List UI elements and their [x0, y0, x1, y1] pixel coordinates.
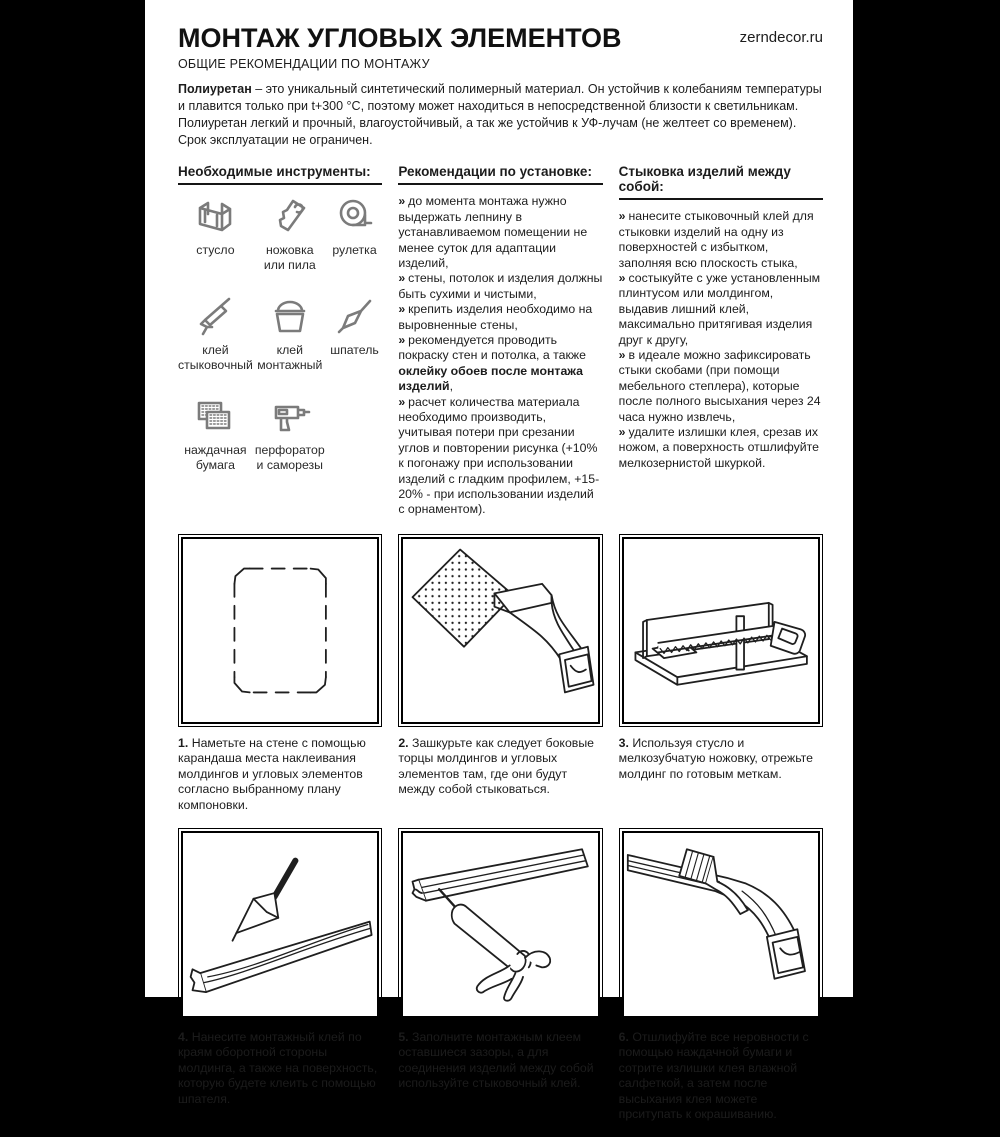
step-2-frame — [398, 534, 602, 727]
caulk-gun-icon — [178, 294, 253, 338]
tool-item — [255, 294, 325, 372]
tool-item — [178, 394, 253, 472]
step-text: Отшлифуйте все неровности с помощью наждачной бумаги и сотрите излишки клея влажной салфеткой, а затем после высыхания клея можете прситупать к окрашиванию. — [618, 1029, 809, 1121]
site-url: zerndecor.ru — [739, 29, 823, 46]
step-2-caption — [398, 736, 602, 798]
step-5-illustration — [403, 833, 597, 1016]
header-rule — [398, 183, 602, 185]
drill-icon — [255, 394, 325, 438]
step-5-caption — [398, 1030, 602, 1092]
step-3-frame — [619, 534, 823, 727]
step-6 — [619, 828, 823, 1137]
step-6-frame — [619, 828, 823, 1021]
page-subtitle: ОБЩИЕ РЕКОМЕНДАЦИИ ПО МОНТАЖУ — [178, 57, 430, 72]
header-rule — [619, 198, 823, 200]
tool-item — [255, 194, 325, 272]
intro-paragraph — [178, 81, 823, 149]
step-text: Зашкурьте как следует боковые торцы молдингов и угловых элементов там, где они будут между собой стыковаться. — [398, 735, 595, 797]
bullet-text: расчет количества материала необходимо производить, учитывая потери при срезании углов и повторении рисунка (+10% к погонажу при использовании изделий с гладким профилем, +15-20% - при использовании изделий с орнаментом). — [398, 394, 600, 517]
bullet-text: удалите излишки клея, срезав их ножом, а поверхность отшлифуйте мелкозернистой шкуркой. — [618, 425, 820, 470]
bullet-item — [398, 271, 602, 302]
step-number: 5. — [398, 1029, 409, 1044]
tool-item — [327, 294, 383, 372]
tool-item — [255, 394, 325, 472]
bullet-item — [619, 348, 823, 425]
step-6-illustration — [624, 833, 818, 1016]
tools-section — [178, 164, 382, 518]
step-4-frame — [178, 828, 382, 1021]
step-1-caption — [178, 736, 382, 813]
bullet-item — [398, 333, 602, 395]
tool-item — [178, 194, 253, 272]
bullet-text: нанесите стыковочный клей для стыковки изделий на одну из поверхностей с избытком, заполняя всю плоскость стыка, — [618, 209, 814, 270]
step-number: 6. — [618, 1029, 629, 1044]
glue-bucket-icon — [255, 294, 325, 338]
header — [178, 24, 823, 52]
step-number: 3. — [618, 735, 629, 750]
bullet-item — [619, 209, 823, 271]
joining-header: Стыковка изделий между собой: — [618, 164, 791, 195]
bullet-marker: » — [398, 333, 406, 347]
step-1 — [178, 534, 382, 828]
step-5 — [398, 828, 602, 1137]
bullet-marker: » — [398, 302, 406, 317]
bullet-item — [619, 271, 823, 348]
step-3-caption — [619, 736, 823, 782]
bullet-text: рекомендуется проводить покраску стен и потолка, а также — [398, 333, 586, 363]
tool-label: клей монтажный — [257, 343, 323, 372]
header-rule — [178, 183, 382, 185]
step-text: Нанесите монтажный клей по краям оборотной стороны молдинга, а также на поверхность, которую будете клеить с помощью шпателя. — [178, 1029, 378, 1106]
bullet-marker: » — [618, 348, 626, 362]
step-1-frame — [178, 534, 382, 727]
step-2-illustration — [403, 539, 597, 722]
page-title: МОНТАЖ УГЛОВЫХ ЭЛЕМЕНТОВ — [178, 23, 622, 53]
bullet-text: состыкуйте с уже установленным плинтусом или молдингом, выдавив лишний клей, максимально притягивая изделия друг к другу, — [618, 270, 821, 347]
step-number: 1. — [178, 735, 189, 750]
sandpaper-icon — [178, 394, 253, 438]
instruction-sheet — [145, 0, 853, 1121]
install-header: Рекомендации по установке: — [398, 164, 592, 180]
tools-grid — [178, 194, 382, 472]
bullet-item — [619, 425, 823, 471]
bullet-marker: » — [398, 394, 406, 409]
bullet-text: крепить изделия необходимо на выровненные стены, — [398, 302, 593, 332]
step-text: Наметьте на стене с помощью карандаша места наклеивания молдингов и угловых элементов согласно выбранному плану компоновки. — [178, 735, 366, 812]
tool-label: клей стыковочный — [178, 343, 253, 372]
intro-text: – это уникальный синтетический полимерный материал. Он устойчив к колебаниям температуры и плавится только при t+300 °С, поэтому может находиться в непосредственной близости к светильникам. Полиуретан легкий и прочный, влагоустойчивый, а так же устойчив к УФ-лучам (не желтеет со временем). Срок эксплуатации не ограничен. — [178, 82, 822, 148]
tool-label: ножовка или пила — [263, 243, 316, 272]
columns — [178, 164, 823, 518]
install-section — [398, 164, 602, 518]
tool-label: наждачная бумага — [184, 443, 247, 472]
step-text: Используя стусло и мелкозубчатую ножовку, отрежьте молдинг по готовым меткам. — [618, 735, 813, 781]
step-text: Заполните монтажным клеем оставшиеся зазоры, а для соединения изделий между собой используйте стыковочный клей. — [398, 1029, 594, 1091]
tool-label: стусло — [196, 243, 235, 258]
bullet-item — [398, 395, 602, 518]
bullet-text: в идеале можно зафиксировать стыки скобами (при помощи мебельного степлера), которые после полного высыхания через 24 часа нужно извлечь, — [618, 348, 821, 424]
tool-item — [178, 294, 253, 372]
bullet-text: до момента монтажа нужно выдержать лепнину в устанавливаемом помещении не менее суток для адаптации изделий, — [398, 194, 588, 270]
bullet-text: , — [449, 379, 453, 394]
bullet-marker: » — [618, 425, 626, 440]
bullet-item — [398, 194, 602, 271]
bullet-marker: » — [618, 209, 626, 224]
step-number: 4. — [178, 1029, 189, 1044]
step-2 — [398, 534, 602, 828]
putty-knife-icon — [327, 294, 383, 338]
step-4 — [178, 828, 382, 1137]
bullet-text-bold: оклейку обоев после монтажа изделий — [398, 363, 583, 394]
handsaw-icon — [255, 194, 325, 238]
tool-label: шпатель — [330, 343, 379, 358]
step-4-caption — [178, 1030, 382, 1107]
joining-section — [619, 164, 823, 518]
bullet-marker: » — [398, 271, 406, 286]
tool-item — [327, 194, 383, 272]
step-6-caption — [619, 1030, 823, 1122]
bullet-marker: » — [398, 194, 406, 209]
steps-grid — [178, 534, 823, 1137]
miter-box-icon — [178, 194, 253, 238]
bullet-marker: » — [618, 270, 626, 285]
step-1-illustration — [183, 539, 377, 722]
intro-lead: Полиуретан — [178, 82, 252, 97]
step-number: 2. — [398, 735, 409, 750]
bullet-text: стены, потолок и изделия должны быть сухими и чистыми, — [398, 271, 603, 301]
tools-header: Необходимые инструменты: — [178, 164, 371, 180]
tool-label: рулетка — [332, 243, 377, 258]
step-5-frame — [398, 828, 602, 1021]
step-4-illustration — [183, 833, 377, 1016]
bullet-item — [398, 302, 602, 333]
step-3 — [619, 534, 823, 828]
tape-measure-icon — [327, 194, 383, 238]
tool-label: перфоратор и саморезы — [254, 443, 325, 472]
step-3-illustration — [624, 539, 818, 722]
